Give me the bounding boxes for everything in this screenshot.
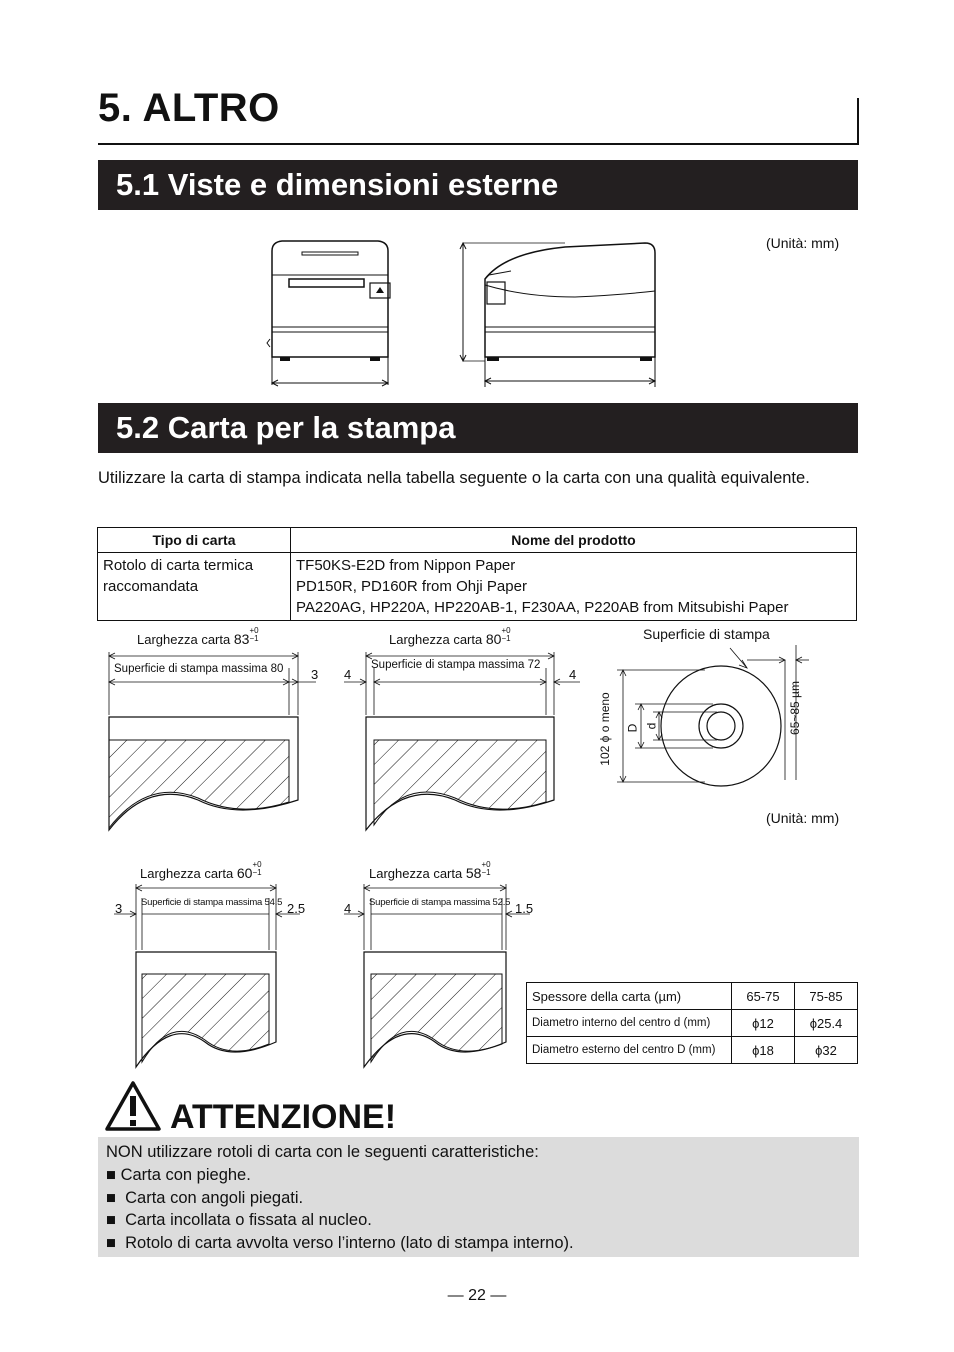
paper-width-label: Larghezza carta 83+0 −1 [137, 626, 259, 647]
right-margin-label: 4 [569, 667, 577, 682]
table-header: Tipo di carta [98, 528, 291, 553]
core-diameter-table [526, 982, 858, 1064]
printer-side-view [455, 235, 665, 390]
square-bullet-icon: ■ [106, 1165, 116, 1184]
printer-front-view [260, 235, 400, 390]
product-name: TF50KS-E2D from Nippon Paper [296, 557, 516, 574]
paper-width-label: Larghezza carta 80+0 −1 [389, 626, 511, 647]
paper-type-line: Rotolo di carta termica [103, 557, 254, 574]
paper-diagram-83 [88, 640, 328, 850]
warning-icon [104, 1080, 162, 1132]
table-cell: ϕ12 [732, 1010, 795, 1037]
section-title-5-2: 5.2 Carta per la stampa [98, 403, 858, 453]
product-cell [291, 553, 857, 621]
table-cell: Diametro interno del centro d (mm) [527, 1010, 732, 1037]
core-inner-diameter-label: d [644, 722, 659, 730]
warning-item: ■ Carta incollata o fissata al nucleo. [106, 1211, 372, 1230]
product-name: PD150R, PD160R from Ohji Paper [296, 578, 527, 595]
print-area-label: Superficie di stampa massima 54.5 [141, 897, 283, 908]
right-margin-label: 3 [311, 667, 319, 682]
paper-width-label: Larghezza carta 60+0 −1 [140, 860, 262, 881]
right-margin-label: 1.5 [515, 901, 534, 916]
table-cell: ϕ18 [732, 1037, 795, 1064]
chapter-rule [98, 143, 859, 145]
warning-title: ATTENZIONE! [170, 1098, 397, 1136]
warning-box [98, 1137, 859, 1257]
table-cell: Diametro esterno del centro D (mm) [527, 1037, 732, 1064]
units-label: (Unità: mm) [766, 810, 840, 826]
square-bullet-icon: ■ [106, 1211, 116, 1230]
paper-type-table [97, 527, 857, 621]
table-header: Nome del prodotto [291, 528, 857, 553]
warning-item: ■ Rotolo di carta avvolta verso l’interno (lato di stampa interno). [106, 1234, 574, 1253]
print-area-label: Superficie di stampa massima 52.5 [369, 897, 511, 908]
table-cell: ϕ32 [795, 1037, 858, 1064]
left-margin-label: 4 [344, 901, 352, 916]
paper-width-label: Larghezza carta 58+0 −1 [369, 860, 491, 881]
warning-intro: NON utilizzare rotoli di carta con le seguenti caratteristiche: [106, 1143, 539, 1161]
square-bullet-icon: ■ [106, 1234, 116, 1253]
paper-type-cell [98, 553, 291, 621]
table-header: 65-75 [732, 983, 795, 1010]
chapter-title: 5. ALTRO [98, 86, 280, 130]
paper-diagram-58 [340, 872, 540, 1082]
warning-item: ■ Carta con pieghe. [106, 1165, 251, 1184]
left-margin-label: 3 [115, 901, 123, 916]
warning-item: ■ Carta con angoli piegati. [106, 1188, 304, 1207]
table-header: 75-85 [795, 983, 858, 1010]
square-bullet-icon: ■ [106, 1188, 116, 1207]
left-margin-label: 4 [344, 667, 352, 682]
paper-type-line: raccomandata [103, 578, 199, 595]
units-label: (Unità: mm) [766, 235, 840, 251]
paper-thickness-label: 65~85 µm [788, 681, 802, 735]
chapter-rule-vertical [857, 98, 859, 145]
table-header: Spessore della carta (µm) [527, 983, 732, 1010]
product-name: PA220AG, HP220A, HP220AB-1, F230AA, P220AB from Mitsubishi Paper [296, 599, 789, 616]
page-number: — 22 — [447, 1287, 507, 1304]
intro-paragraph: Utilizzare la carta di stampa indicata nella tabella seguente o la carta con una qualità equivalente. [98, 469, 810, 487]
core-outer-diameter-label: D [625, 723, 640, 733]
outer-diameter-label: 102 ϕ o meno [598, 692, 612, 766]
section-title-5-1: 5.1 Viste e dimensioni esterne [98, 160, 858, 210]
print-surface-label: Superficie di stampa [643, 626, 770, 642]
table-cell: ϕ25.4 [795, 1010, 858, 1037]
right-margin-label: 2.5 [287, 901, 306, 916]
print-area-label: Superficie di stampa massima 72 [371, 659, 541, 671]
paper-diagram-60 [110, 872, 310, 1082]
paper-diagram-80 [340, 640, 590, 850]
print-area-label: Superficie di stampa massima 80 [114, 663, 284, 675]
